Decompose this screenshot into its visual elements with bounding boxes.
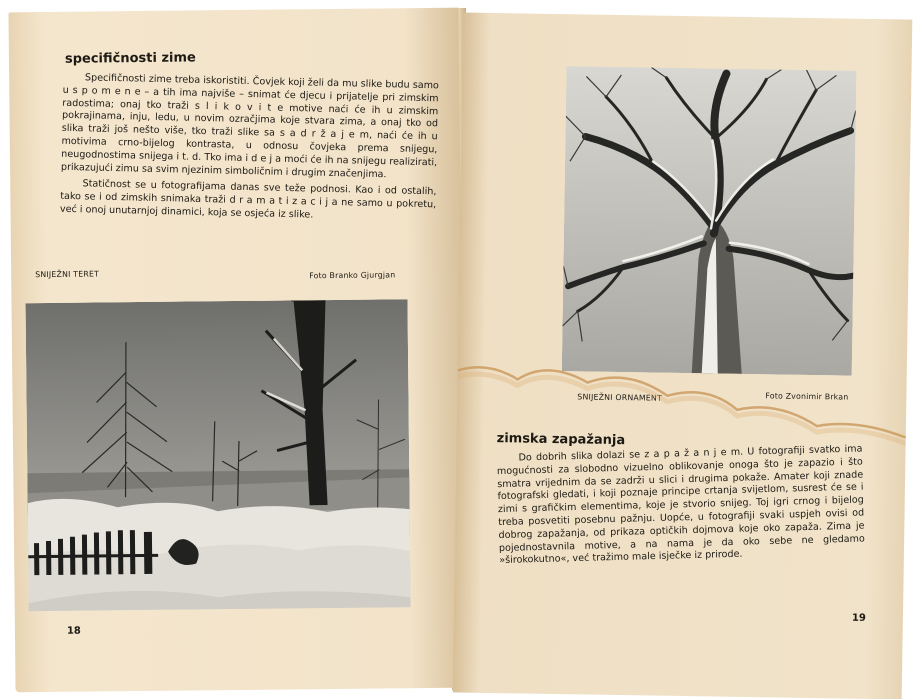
left-paragraph: Statičnost se u fotografijama danas sve teže podnosi. Kao i od ostalih, tako se i od zimskih snimaka traži d r a m a t i z a c i j a ne samo u pokretu, već i onoj unutarnjoj dinamici, koja se osjeća iz slike. [59,178,437,221]
left-page [8,8,465,693]
right-page-number: 19 [851,612,866,624]
right-photo-credit: Foto Zvonimir Brkan [765,391,849,402]
tree-photo [562,66,857,376]
left-paragraph: Specifičnosti zime treba iskoristiti. Čovjek koji želi da mu slike budu samo u s p o m e n e – a tih ima najviše – snimat će djecu i prijatelje pri zimskim radostima; onaj tko traži s l i k o v i t e motive naći će ih u zimskim pokrajinama, inju, ledu, u novim ozračjima koje stvara zima, a onaj tko od slika traži još nešto više, tko traži slike sa s a d r ž a j e m, naći će ih u motivima crno-bijelog kontrasta, u odnosu čovjeka prema snijegu, neugodnostima snijega i t. d. Tko ima i d e j a moći će ih na snijegu realizirati, prikazujući zimu sa svim njezinim simboličnim i drugim značenjima. [60,72,439,180]
right-page [453,13,913,699]
left-page-heading: specifičnosti zime [64,50,196,67]
right-photo-caption: SNIJEŽNI ORNAMENT [577,392,663,403]
left-photo-credit: Foto Branko Gjurgjan [309,270,396,281]
right-page-body [496,444,865,569]
right-paragraph: Do dobrih slika dolazi se z a p a ž a n j e m. U fotografiji svatko ima mogućnosti za slobodno vizuelno oblikovanje onoga što je zapazio i što smatra vrijednim da se zadrži u slici i drugima pokaže. Amater koji znade fotografski gledati, i koji poznaje principe crtanja svijetlom, susrest će se i zimi s grafičkim elementima, koje je stvorio snijeg. Toj igri crnog i bijelog treba posvetiti posebnu pažnju. Uopće, u fotografiji svaki uspjeh ovisi od dobrog zapažanja, od prikaza optičkih dojmova koje oko zapaža. Zima je pojednostavnila motive, a na nama je da oko sebe ne gledamo »širokokutno«, već tražimo male isječke iz prirode. [496,443,865,567]
left-page-body [60,72,439,225]
snow-scene-image [25,299,410,611]
left-page-number: 18 [66,625,81,637]
snow-scene-photo [25,299,410,611]
left-photo-caption: SNIJEŽNI TERET [35,269,100,280]
right-page-heading: zimska zapažanja [496,431,626,449]
snowy-tree-image [562,66,857,376]
